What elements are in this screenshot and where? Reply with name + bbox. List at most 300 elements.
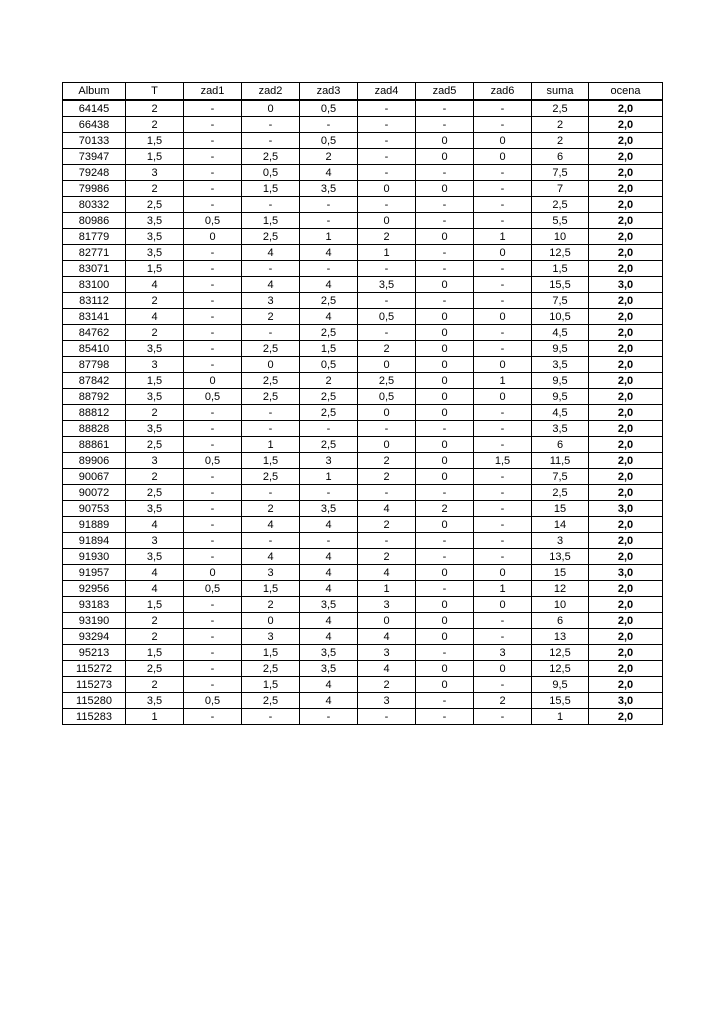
zad6-cell: 0 (474, 149, 532, 165)
ocena-cell: 2,0 (589, 309, 663, 325)
album-cell: 90072 (63, 485, 126, 501)
zad5-cell: - (416, 213, 474, 229)
header-zad5: zad5 (416, 83, 474, 101)
zad3-cell: 4 (300, 309, 358, 325)
t-cell: 4 (126, 309, 184, 325)
zad5-cell: - (416, 709, 474, 725)
table-row (63, 341, 663, 357)
table-row (63, 293, 663, 309)
ocena-cell: 2,0 (589, 421, 663, 437)
album-cell: 88828 (63, 421, 126, 437)
zad3-cell: 3,5 (300, 661, 358, 677)
zad3-cell: 1 (300, 469, 358, 485)
zad2-cell: 0 (242, 357, 300, 373)
zad5-cell: - (416, 245, 474, 261)
album-cell: 80986 (63, 213, 126, 229)
album-cell: 95213 (63, 645, 126, 661)
t-cell: 2,5 (126, 437, 184, 453)
zad2-cell: 4 (242, 277, 300, 293)
zad6-cell: - (474, 181, 532, 197)
zad1-cell: 0,5 (184, 693, 242, 709)
ocena-cell: 2,0 (589, 100, 663, 117)
ocena-cell: 2,0 (589, 485, 663, 501)
table-row (63, 709, 663, 725)
suma-cell: 10,5 (532, 309, 589, 325)
suma-cell: 2,5 (532, 100, 589, 117)
zad5-cell: 0 (416, 565, 474, 581)
suma-cell: 6 (532, 149, 589, 165)
ocena-cell: 2,0 (589, 437, 663, 453)
zad2-cell: - (242, 325, 300, 341)
t-cell: 2,5 (126, 197, 184, 213)
suma-cell: 12,5 (532, 245, 589, 261)
t-cell: 3,5 (126, 501, 184, 517)
zad3-cell: 4 (300, 677, 358, 693)
album-cell: 83141 (63, 309, 126, 325)
t-cell: 3,5 (126, 229, 184, 245)
zad4-cell: 4 (358, 661, 416, 677)
zad4-cell: - (358, 421, 416, 437)
zad1-cell: - (184, 549, 242, 565)
zad1-cell: 0,5 (184, 389, 242, 405)
ocena-cell: 2,0 (589, 549, 663, 565)
zad6-cell: 1 (474, 581, 532, 597)
zad5-cell: - (416, 485, 474, 501)
t-cell: 2 (126, 629, 184, 645)
t-cell: 1,5 (126, 373, 184, 389)
t-cell: 2,5 (126, 485, 184, 501)
t-cell: 1,5 (126, 645, 184, 661)
zad4-cell: 4 (358, 565, 416, 581)
album-cell: 70133 (63, 133, 126, 149)
zad2-cell: 2 (242, 501, 300, 517)
zad5-cell: - (416, 197, 474, 213)
zad3-cell: - (300, 117, 358, 133)
suma-cell: 15,5 (532, 277, 589, 293)
zad3-cell: 2,5 (300, 437, 358, 453)
ocena-cell: 2,0 (589, 325, 663, 341)
zad6-cell: - (474, 261, 532, 277)
table-row (63, 597, 663, 613)
zad4-cell: 0,5 (358, 309, 416, 325)
zad3-cell: - (300, 485, 358, 501)
zad5-cell: 0 (416, 517, 474, 533)
zad3-cell: - (300, 197, 358, 213)
zad3-cell: - (300, 421, 358, 437)
zad5-cell: 0 (416, 661, 474, 677)
suma-cell: 5,5 (532, 213, 589, 229)
suma-cell: 6 (532, 437, 589, 453)
zad5-cell: 0 (416, 677, 474, 693)
zad1-cell: - (184, 613, 242, 629)
album-cell: 80332 (63, 197, 126, 213)
zad6-cell: - (474, 277, 532, 293)
table-row (63, 565, 663, 581)
zad2-cell: 2,5 (242, 373, 300, 389)
zad5-cell: - (416, 421, 474, 437)
zad6-cell: - (474, 709, 532, 725)
zad2-cell: 1,5 (242, 645, 300, 661)
zad4-cell: 0 (358, 613, 416, 629)
zad4-cell: 2 (358, 469, 416, 485)
zad5-cell: 0 (416, 629, 474, 645)
zad5-cell: 0 (416, 133, 474, 149)
zad3-cell: 4 (300, 165, 358, 181)
album-cell: 91894 (63, 533, 126, 549)
ocena-cell: 3,0 (589, 501, 663, 517)
zad6-cell: - (474, 293, 532, 309)
t-cell: 1,5 (126, 133, 184, 149)
suma-cell: 6 (532, 613, 589, 629)
zad4-cell: 2,5 (358, 373, 416, 389)
zad4-cell: 4 (358, 629, 416, 645)
album-cell: 91930 (63, 549, 126, 565)
zad4-cell: 4 (358, 501, 416, 517)
zad2-cell: 4 (242, 245, 300, 261)
album-cell: 83071 (63, 261, 126, 277)
t-cell: 3,5 (126, 213, 184, 229)
zad2-cell: 2,5 (242, 661, 300, 677)
suma-cell: 10 (532, 597, 589, 613)
album-cell: 115280 (63, 693, 126, 709)
ocena-cell: 2,0 (589, 229, 663, 245)
t-cell: 1,5 (126, 149, 184, 165)
album-cell: 88812 (63, 405, 126, 421)
suma-cell: 9,5 (532, 341, 589, 357)
table-row (63, 149, 663, 165)
album-cell: 115273 (63, 677, 126, 693)
zad5-cell: - (416, 165, 474, 181)
header-suma: suma (532, 83, 589, 101)
zad5-cell: 0 (416, 597, 474, 613)
zad4-cell: 1 (358, 245, 416, 261)
zad3-cell: - (300, 709, 358, 725)
t-cell: 3,5 (126, 421, 184, 437)
t-cell: 4 (126, 581, 184, 597)
zad1-cell: - (184, 533, 242, 549)
zad4-cell: - (358, 149, 416, 165)
header-zad3: zad3 (300, 83, 358, 101)
zad1-cell: 0 (184, 565, 242, 581)
header-zad1: zad1 (184, 83, 242, 101)
zad2-cell: 0 (242, 100, 300, 117)
suma-cell: 7 (532, 181, 589, 197)
zad6-cell: 1 (474, 229, 532, 245)
ocena-cell: 2,0 (589, 213, 663, 229)
suma-cell: 12 (532, 581, 589, 597)
zad3-cell: 0,5 (300, 133, 358, 149)
table-body (63, 100, 663, 725)
zad4-cell: - (358, 261, 416, 277)
zad2-cell: 3 (242, 565, 300, 581)
zad2-cell: 0 (242, 613, 300, 629)
zad2-cell: - (242, 405, 300, 421)
suma-cell: 7,5 (532, 293, 589, 309)
zad2-cell: 2,5 (242, 341, 300, 357)
zad3-cell: 2,5 (300, 405, 358, 421)
zad2-cell: 1,5 (242, 581, 300, 597)
zad2-cell: - (242, 421, 300, 437)
suma-cell: 2,5 (532, 197, 589, 213)
t-cell: 4 (126, 517, 184, 533)
table-row (63, 581, 663, 597)
zad3-cell: 4 (300, 565, 358, 581)
zad5-cell: 0 (416, 277, 474, 293)
zad5-cell: - (416, 533, 474, 549)
suma-cell: 2,5 (532, 485, 589, 501)
suma-cell: 2 (532, 117, 589, 133)
zad1-cell: - (184, 437, 242, 453)
album-cell: 83112 (63, 293, 126, 309)
table-row (63, 533, 663, 549)
ocena-cell: 2,0 (589, 197, 663, 213)
ocena-cell: 2,0 (589, 453, 663, 469)
ocena-cell: 2,0 (589, 613, 663, 629)
zad4-cell: 2 (358, 229, 416, 245)
t-cell: 3,5 (126, 341, 184, 357)
zad1-cell: - (184, 485, 242, 501)
zad2-cell: 2,5 (242, 469, 300, 485)
zad3-cell: 3,5 (300, 645, 358, 661)
album-cell: 93294 (63, 629, 126, 645)
ocena-cell: 2,0 (589, 597, 663, 613)
ocena-cell: 2,0 (589, 293, 663, 309)
zad3-cell: - (300, 213, 358, 229)
zad3-cell: 4 (300, 245, 358, 261)
suma-cell: 11,5 (532, 453, 589, 469)
ocena-cell: 2,0 (589, 373, 663, 389)
table-row (63, 629, 663, 645)
zad1-cell: - (184, 501, 242, 517)
zad5-cell: - (416, 100, 474, 117)
ocena-cell: 2,0 (589, 709, 663, 725)
ocena-cell: 2,0 (589, 629, 663, 645)
suma-cell: 13,5 (532, 549, 589, 565)
table-row (63, 549, 663, 565)
zad3-cell: 2 (300, 373, 358, 389)
zad6-cell: - (474, 677, 532, 693)
zad5-cell: - (416, 117, 474, 133)
t-cell: 3,5 (126, 389, 184, 405)
zad1-cell: - (184, 181, 242, 197)
zad2-cell: 4 (242, 517, 300, 533)
album-cell: 90753 (63, 501, 126, 517)
suma-cell: 15,5 (532, 693, 589, 709)
zad3-cell: 3,5 (300, 597, 358, 613)
zad3-cell: 1 (300, 229, 358, 245)
album-cell: 85410 (63, 341, 126, 357)
table-row (63, 100, 663, 117)
zad2-cell: 2,5 (242, 149, 300, 165)
zad3-cell: 2,5 (300, 293, 358, 309)
zad4-cell: 1 (358, 581, 416, 597)
zad4-cell: 2 (358, 677, 416, 693)
zad4-cell: 2 (358, 517, 416, 533)
zad3-cell: 4 (300, 581, 358, 597)
album-cell: 88792 (63, 389, 126, 405)
ocena-cell: 2,0 (589, 341, 663, 357)
zad2-cell: 1,5 (242, 677, 300, 693)
zad6-cell: 0 (474, 565, 532, 581)
zad4-cell: 3 (358, 597, 416, 613)
suma-cell: 2 (532, 133, 589, 149)
zad1-cell: - (184, 165, 242, 181)
header-zad4: zad4 (358, 83, 416, 101)
t-cell: 2 (126, 181, 184, 197)
zad2-cell: - (242, 133, 300, 149)
zad6-cell: - (474, 549, 532, 565)
zad4-cell: 3 (358, 693, 416, 709)
album-cell: 87798 (63, 357, 126, 373)
zad2-cell: 1,5 (242, 181, 300, 197)
zad5-cell: 0 (416, 357, 474, 373)
table-row (63, 213, 663, 229)
zad2-cell: - (242, 117, 300, 133)
zad5-cell: - (416, 261, 474, 277)
zad4-cell: - (358, 117, 416, 133)
zad1-cell: - (184, 117, 242, 133)
header-ocena: ocena (589, 83, 663, 101)
table-row (63, 197, 663, 213)
zad2-cell: 1,5 (242, 213, 300, 229)
album-cell: 64145 (63, 100, 126, 117)
table-row (63, 661, 663, 677)
t-cell: 3,5 (126, 693, 184, 709)
t-cell: 4 (126, 277, 184, 293)
album-cell: 93183 (63, 597, 126, 613)
zad3-cell: 4 (300, 549, 358, 565)
zad2-cell: 3 (242, 629, 300, 645)
zad6-cell: - (474, 100, 532, 117)
table-row (63, 309, 663, 325)
zad4-cell: - (358, 533, 416, 549)
zad6-cell: 1 (474, 373, 532, 389)
suma-cell: 15 (532, 501, 589, 517)
zad4-cell: 2 (358, 341, 416, 357)
album-cell: 89906 (63, 453, 126, 469)
zad6-cell: 3 (474, 645, 532, 661)
suma-cell: 9,5 (532, 373, 589, 389)
zad6-cell: - (474, 485, 532, 501)
ocena-cell: 2,0 (589, 645, 663, 661)
t-cell: 2,5 (126, 661, 184, 677)
suma-cell: 3 (532, 533, 589, 549)
zad1-cell: - (184, 629, 242, 645)
table-row (63, 277, 663, 293)
ocena-cell: 2,0 (589, 533, 663, 549)
suma-cell: 1,5 (532, 261, 589, 277)
zad5-cell: 0 (416, 613, 474, 629)
zad4-cell: 0 (358, 181, 416, 197)
zad4-cell: 3,5 (358, 277, 416, 293)
zad5-cell: 0 (416, 389, 474, 405)
ocena-cell: 2,0 (589, 261, 663, 277)
zad2-cell: - (242, 709, 300, 725)
zad1-cell: - (184, 357, 242, 373)
zad3-cell: 4 (300, 629, 358, 645)
ocena-cell: 2,0 (589, 165, 663, 181)
zad6-cell: - (474, 613, 532, 629)
zad3-cell: - (300, 533, 358, 549)
t-cell: 2 (126, 613, 184, 629)
zad2-cell: 2,5 (242, 389, 300, 405)
zad1-cell: - (184, 661, 242, 677)
suma-cell: 13 (532, 629, 589, 645)
zad6-cell: 0 (474, 389, 532, 405)
zad4-cell: - (358, 165, 416, 181)
zad2-cell: 0,5 (242, 165, 300, 181)
header-album: Album (63, 83, 126, 101)
ocena-cell: 2,0 (589, 677, 663, 693)
album-cell: 79248 (63, 165, 126, 181)
table-row (63, 261, 663, 277)
table-row (63, 181, 663, 197)
zad1-cell: - (184, 405, 242, 421)
zad1-cell: 0,5 (184, 581, 242, 597)
zad1-cell: - (184, 517, 242, 533)
zad1-cell: - (184, 645, 242, 661)
table-row (63, 421, 663, 437)
zad1-cell: - (184, 421, 242, 437)
zad4-cell: - (358, 100, 416, 117)
zad1-cell: - (184, 677, 242, 693)
table-row (63, 693, 663, 709)
zad6-cell: - (474, 437, 532, 453)
ocena-cell: 3,0 (589, 565, 663, 581)
zad6-cell: - (474, 533, 532, 549)
suma-cell: 9,5 (532, 389, 589, 405)
suma-cell: 10 (532, 229, 589, 245)
zad1-cell: - (184, 261, 242, 277)
table-row (63, 453, 663, 469)
zad3-cell: 1,5 (300, 341, 358, 357)
table-row (63, 501, 663, 517)
zad5-cell: - (416, 293, 474, 309)
zad3-cell: 4 (300, 613, 358, 629)
album-cell: 92956 (63, 581, 126, 597)
grades-table (62, 82, 663, 725)
t-cell: 2 (126, 100, 184, 117)
zad3-cell: 2,5 (300, 325, 358, 341)
zad2-cell: 4 (242, 549, 300, 565)
t-cell: 2 (126, 469, 184, 485)
zad5-cell: 0 (416, 309, 474, 325)
zad2-cell: 2,5 (242, 229, 300, 245)
zad2-cell: - (242, 261, 300, 277)
suma-cell: 1 (532, 709, 589, 725)
zad1-cell: 0 (184, 229, 242, 245)
ocena-cell: 2,0 (589, 405, 663, 421)
album-cell: 73947 (63, 149, 126, 165)
zad5-cell: 0 (416, 181, 474, 197)
table-row (63, 613, 663, 629)
t-cell: 2 (126, 677, 184, 693)
album-cell: 115283 (63, 709, 126, 725)
table-row (63, 229, 663, 245)
zad6-cell: - (474, 213, 532, 229)
album-cell: 81779 (63, 229, 126, 245)
zad6-cell: 2 (474, 693, 532, 709)
zad4-cell: 2 (358, 549, 416, 565)
ocena-cell: 2,0 (589, 133, 663, 149)
table-row (63, 373, 663, 389)
zad5-cell: - (416, 693, 474, 709)
ocena-cell: 2,0 (589, 149, 663, 165)
zad5-cell: 0 (416, 325, 474, 341)
t-cell: 4 (126, 565, 184, 581)
suma-cell: 12,5 (532, 645, 589, 661)
t-cell: 2 (126, 405, 184, 421)
